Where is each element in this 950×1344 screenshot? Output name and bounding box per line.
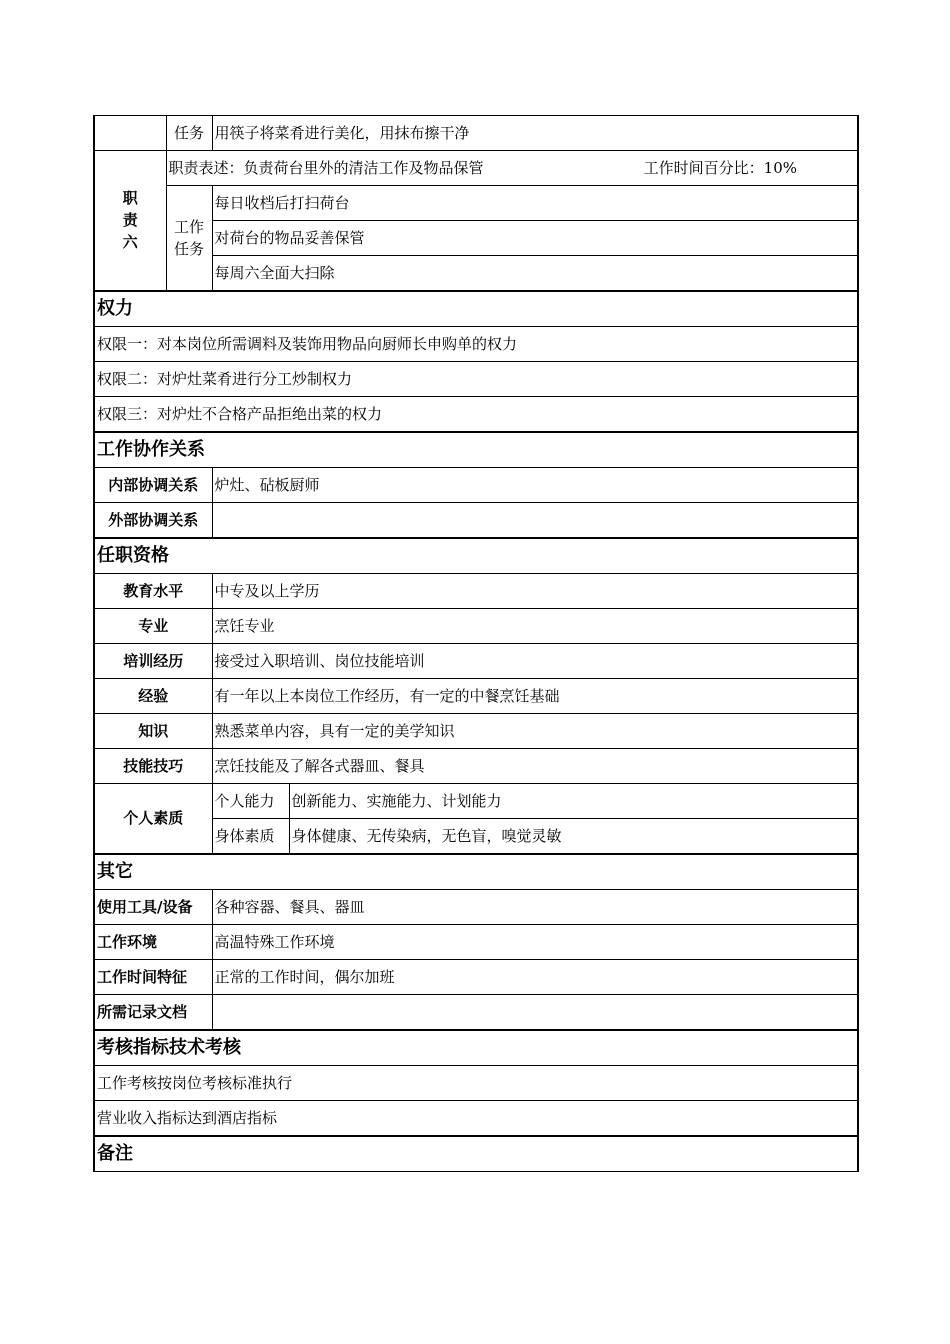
duty6-task-item: 每日收档后打扫荷台 bbox=[212, 186, 858, 221]
duty6-statement-label: 职责表述： bbox=[168, 159, 244, 177]
other-value: 高温特殊工作环境 bbox=[212, 925, 858, 960]
assessment-row bbox=[94, 1066, 858, 1101]
duty6-task-label-line: 任务 bbox=[173, 239, 204, 258]
duty5-task-row bbox=[94, 116, 858, 151]
duty5-blank bbox=[94, 116, 166, 151]
other-title: 其它 bbox=[94, 854, 858, 890]
remarks-header-row bbox=[94, 1136, 858, 1172]
personal-sub-label: 身体素质 bbox=[212, 819, 289, 854]
assessment-item: 营业收入指标达到酒店指标 bbox=[94, 1101, 858, 1136]
other-value bbox=[212, 995, 858, 1030]
qualification-row bbox=[94, 749, 858, 784]
personal-sub-value: 身体健康、无传染病，无色盲，嗅觉灵敏 bbox=[289, 819, 858, 854]
other-label: 工作环境 bbox=[94, 925, 212, 960]
qualification-label: 技能技巧 bbox=[94, 749, 212, 784]
cooperation-internal-row bbox=[94, 468, 858, 503]
other-row bbox=[94, 960, 858, 995]
authority-row bbox=[94, 327, 858, 362]
assessment-row bbox=[94, 1101, 858, 1136]
cooperation-title: 工作协作关系 bbox=[94, 432, 858, 468]
duty6-task-row bbox=[94, 186, 858, 221]
cooperation-header-row bbox=[94, 432, 858, 468]
qualification-label: 教育水平 bbox=[94, 574, 212, 609]
authority-item: 权限三：对炉灶不合格产品拒绝出菜的权力 bbox=[94, 397, 858, 432]
other-value: 正常的工作时间，偶尔加班 bbox=[212, 960, 858, 995]
qualification-label: 经验 bbox=[94, 679, 212, 714]
duty6-label-char: 六 bbox=[122, 233, 138, 252]
authority-item: 权限一：对本岗位所需调料及装饰用物品向厨师长申购单的权力 bbox=[94, 327, 858, 362]
internal-label: 内部协调关系 bbox=[94, 468, 212, 503]
duty6-statement-text: 负责荷台里外的清洁工作及物品保管 bbox=[243, 159, 484, 177]
assessment-header-row bbox=[94, 1030, 858, 1066]
authority-row bbox=[94, 397, 858, 432]
duty6-task-item: 对荷台的物品妥善保管 bbox=[212, 221, 858, 256]
qualification-label: 专业 bbox=[94, 609, 212, 644]
duty6-statement-row bbox=[94, 151, 858, 186]
duty6-time-percent: 工作时间百分比：10% bbox=[643, 159, 798, 177]
duty6-label-char: 职 bbox=[122, 189, 138, 208]
table bbox=[93, 115, 859, 1172]
personal-quality-row bbox=[94, 784, 858, 819]
personal-sub-label: 个人能力 bbox=[212, 784, 289, 819]
job-description-table bbox=[93, 115, 857, 1172]
qualification-row bbox=[94, 609, 858, 644]
qualification-value: 有一年以上本岗位工作经历，有一定的中餐烹饪基础 bbox=[212, 679, 858, 714]
qualifications-header-row bbox=[94, 538, 858, 574]
other-label: 所需记录文档 bbox=[94, 995, 212, 1030]
duty6-label-char: 责 bbox=[122, 211, 138, 230]
qualification-value: 接受过入职培训、岗位技能培训 bbox=[212, 644, 858, 679]
qualification-label: 培训经历 bbox=[94, 644, 212, 679]
other-row bbox=[94, 995, 858, 1030]
personal-sub-value: 创新能力、实施能力、计划能力 bbox=[289, 784, 858, 819]
qualification-value: 熟悉菜单内容，具有一定的美学知识 bbox=[212, 714, 858, 749]
assessment-item: 工作考核按岗位考核标准执行 bbox=[94, 1066, 858, 1101]
duty6-task-item: 每周六全面大扫除 bbox=[212, 256, 858, 291]
other-header-row bbox=[94, 854, 858, 890]
qualification-label: 知识 bbox=[94, 714, 212, 749]
external-value bbox=[212, 503, 858, 538]
qualification-value: 烹饪技能及了解各式器皿、餐具 bbox=[212, 749, 858, 784]
external-label: 外部协调关系 bbox=[94, 503, 212, 538]
qualification-value: 中专及以上学历 bbox=[212, 574, 858, 609]
other-value: 各种容器、餐具、器皿 bbox=[212, 890, 858, 925]
qualification-row bbox=[94, 644, 858, 679]
authority-header-row bbox=[94, 291, 858, 327]
duty6-statement bbox=[166, 151, 858, 186]
internal-value: 炉灶、砧板厨师 bbox=[212, 468, 858, 503]
other-row bbox=[94, 890, 858, 925]
duty6-task-label-line: 工作 bbox=[173, 217, 204, 236]
duty6-task-label bbox=[166, 186, 212, 291]
qualification-row bbox=[94, 679, 858, 714]
qualification-row bbox=[94, 714, 858, 749]
duty5-task-label: 任务 bbox=[166, 116, 212, 151]
personal-label: 个人素质 bbox=[94, 784, 212, 854]
remarks-title: 备注 bbox=[94, 1136, 858, 1172]
authority-title: 权力 bbox=[94, 291, 858, 327]
qualifications-title: 任职资格 bbox=[94, 538, 858, 574]
other-label: 使用工具/设备 bbox=[94, 890, 212, 925]
cooperation-external-row bbox=[94, 503, 858, 538]
duty6-label bbox=[94, 151, 166, 291]
authority-item: 权限二：对炉灶菜肴进行分工炒制权力 bbox=[94, 362, 858, 397]
authority-row bbox=[94, 362, 858, 397]
other-label: 工作时间特征 bbox=[94, 960, 212, 995]
qualification-value: 烹饪专业 bbox=[212, 609, 858, 644]
assessment-title: 考核指标技术考核 bbox=[94, 1030, 858, 1066]
qualification-row bbox=[94, 574, 858, 609]
other-row bbox=[94, 925, 858, 960]
duty5-task-text: 用筷子将菜肴进行美化，用抹布擦干净 bbox=[212, 116, 858, 151]
